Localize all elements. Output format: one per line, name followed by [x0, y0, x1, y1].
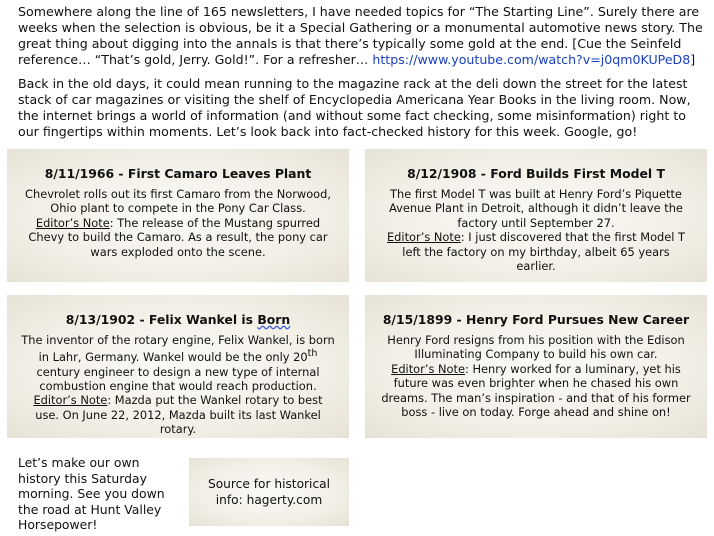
- event-title: 8/11/1966 - First Camaro Leaves Plant: [44, 166, 312, 181]
- editor-note: [21, 393, 335, 436]
- event-title-squiggle: Born: [257, 312, 291, 327]
- closing-paragraph: Let’s make our own history this Saturday morning. See you down the road at Hunt Valley Horsepower!: [18, 455, 165, 533]
- event-title: 8/15/1899 - Henry Ford Pursues New Career: [382, 312, 690, 327]
- editor-note-text: : Mazda put the Wankel rotary to best use. On June 22, 2012, Mazda built its last Wankel rotary.: [35, 393, 323, 437]
- intro-paragraph-1: [18, 4, 708, 68]
- editor-note-label: Editor’s Note: [33, 393, 108, 408]
- editor-note-text: : I just discovered that the first Model T left the factory on my birthday, albeit 65 years earlier.: [402, 230, 686, 274]
- event-body: Henry Ford resigns from his position with the Edison Illuminating Company to build his own car.: [387, 333, 685, 362]
- event-body-superscript: th: [307, 348, 318, 360]
- source-text: Source for historical info: hagerty.com: [207, 477, 330, 507]
- event-title: [21, 312, 335, 328]
- editor-note: [381, 230, 691, 273]
- intro-paragraph-1-end: ]: [690, 52, 696, 67]
- event-box-wankel: [7, 295, 349, 438]
- editor-note-label: Editor’s Note: [386, 230, 461, 245]
- editor-note-label: Editor’s Note: [391, 361, 465, 376]
- event-box-camaro: [7, 149, 349, 282]
- event-box-model-t: [365, 149, 707, 282]
- event-title: 8/12/1908 - Ford Builds First Model T: [407, 166, 665, 181]
- editor-note: [25, 216, 331, 259]
- event-body: Chevrolet rolls out its first Camaro from the Norwood, Ohio plant to compete in the Pony Car Class.: [25, 187, 331, 216]
- event-body-start: The inventor of the rotary engine, Felix Wankel, is born in Lahr, Germany. Wankel would be the only 20: [21, 333, 335, 365]
- editor-note-label: Editor’s Note: [35, 215, 110, 230]
- event-body: [21, 333, 335, 393]
- intro-paragraph-2: Back in the old days, it could mean running to the magazine rack at the deli down the street for the latest stack of car magazines or visiting the shelf of Encyclopedia Americana Year Books in the living room. Now, the internet brings a world of information (and without some fact checking, some misinformation) right to our fingertips within moments. Let’s look back into fact-checked history for this week. Google, go!: [18, 76, 691, 139]
- intro-paragraph-1-text: Somewhere along the line of 165 newsletters, I have needed topics for “The Starting Line”. Surely there are weeks when the selection is obvious, be it a Special Gathering or a monumental automotive news story. The great thing about digging into the annals is that there’s typically some gold at the end. [Cue the Seinfeld reference… “That’s gold, Jerry. Gold!”. For a refresher…: [18, 4, 703, 67]
- editor-note-text: : Henry worked for a luminary, yet his future was even brighter when he chased his own dreams. The man’s inspiration - and that of his former boss - live on today. Forge ahead and shine on!: [381, 361, 691, 420]
- event-box-henry-ford: [365, 295, 707, 438]
- editor-note: [381, 362, 691, 420]
- event-body-end: century engineer to design a new type of internal combustion engine that would reach production.: [36, 364, 320, 394]
- event-title-start: 8/13/1902 - Felix Wankel is: [65, 312, 258, 327]
- source-box: [189, 458, 349, 526]
- event-body: The first Model T was built at Henry Ford’s Piquette Avenue Plant in Detroit, although it didn’t leave the factory until September 27.: [389, 187, 683, 230]
- youtube-link[interactable]: https://www.youtube.com/watch?v=j0qm0KUPeD8: [372, 52, 691, 67]
- editor-note-text: : The release of the Mustang spurred Chevy to build the Camaro. As a result, the pony car wars exploded onto the scene.: [28, 215, 328, 259]
